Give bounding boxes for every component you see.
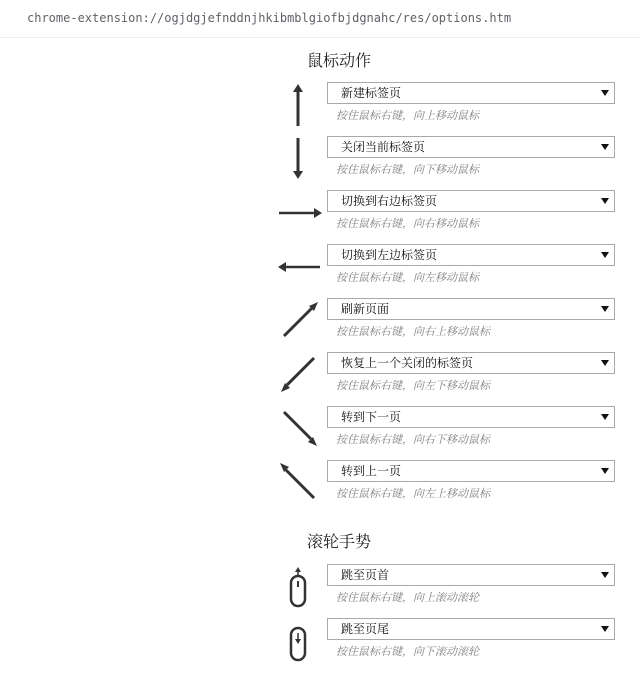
gesture-hint: 按住鼠标右键，向右上移动鼠标 [336, 325, 490, 338]
select-value: 新建标签页 [341, 86, 402, 100]
gesture-row-down-left [0, 352, 640, 406]
select-value: 关闭当前标签页 [341, 140, 426, 154]
gesture-action-select[interactable] [327, 190, 615, 212]
mouse-scroll-down-icon [274, 618, 326, 670]
wheel-action-select[interactable] [327, 618, 615, 640]
chevron-down-icon [601, 572, 609, 578]
gesture-hint: 按住鼠标右键，向右移动鼠标 [336, 217, 479, 230]
chevron-down-icon [601, 414, 609, 420]
chevron-down-icon [601, 144, 609, 150]
chevron-down-icon [601, 468, 609, 474]
gesture-hint: 按住鼠标右键，向上滚动滚轮 [336, 591, 479, 604]
select-value: 刷新页面 [341, 302, 390, 316]
mouse-scroll-up-icon [274, 564, 326, 616]
gesture-row-left [0, 244, 640, 298]
arrow-down-icon [274, 136, 326, 188]
select-value: 跳至页尾 [341, 622, 390, 636]
arrow-up-right-icon [274, 298, 326, 350]
arrow-down-right-icon [274, 406, 326, 458]
select-value: 转到上一页 [341, 464, 402, 478]
mouse-actions-title: 鼠标动作 [307, 51, 372, 70]
select-value: 切换到右边标签页 [341, 194, 438, 208]
gesture-action-select[interactable] [327, 82, 615, 104]
select-value: 转到下一页 [341, 410, 402, 424]
wheel-row-up [0, 564, 640, 618]
gesture-action-select[interactable] [327, 136, 615, 158]
gesture-hint: 按住鼠标右键，向右下移动鼠标 [336, 433, 490, 446]
gesture-hint: 按住鼠标右键，向左上移动鼠标 [336, 487, 490, 500]
wheel-action-select[interactable] [327, 564, 615, 586]
arrow-up-left-icon [274, 460, 326, 512]
gesture-row-up [0, 82, 640, 136]
url-text[interactable]: chrome-extension://ogjdgjefnddnjhkibmblgiofbjdgnahc/res/options.htm [27, 11, 512, 25]
chevron-down-icon [601, 626, 609, 632]
gesture-action-select[interactable] [327, 244, 615, 266]
wheel-gestures-title: 滚轮手势 [307, 532, 372, 551]
chevron-down-icon [601, 90, 609, 96]
gesture-hint: 按住鼠标右键，向左下移动鼠标 [336, 379, 490, 392]
gesture-row-up-right [0, 298, 640, 352]
gesture-hint: 按住鼠标右键，向左移动鼠标 [336, 271, 479, 284]
wheel-row-down [0, 618, 640, 672]
gesture-row-right [0, 190, 640, 244]
gesture-row-down [0, 136, 640, 190]
chevron-down-icon [601, 306, 609, 312]
gesture-row-down-right [0, 406, 640, 460]
gesture-action-select[interactable] [327, 298, 615, 320]
select-value: 跳至页首 [341, 568, 390, 582]
gesture-action-select[interactable] [327, 352, 615, 374]
gesture-action-select[interactable] [327, 460, 615, 482]
gesture-hint: 按住鼠标右键，向下滚动滚轮 [336, 645, 479, 658]
gesture-action-select[interactable] [327, 406, 615, 428]
select-value: 切换到左边标签页 [341, 248, 438, 262]
gesture-hint: 按住鼠标右键，向上移动鼠标 [336, 109, 479, 122]
gesture-hint: 按住鼠标右键，向下移动鼠标 [336, 163, 479, 176]
address-bar[interactable] [0, 0, 640, 38]
arrow-right-icon [274, 190, 326, 242]
arrow-down-left-icon [274, 352, 326, 404]
arrow-left-icon [274, 244, 326, 296]
chevron-down-icon [601, 360, 609, 366]
gesture-row-up-left [0, 460, 640, 514]
chevron-down-icon [601, 198, 609, 204]
arrow-up-icon [274, 82, 326, 134]
chevron-down-icon [601, 252, 609, 258]
select-value: 恢复上一个关闭的标签页 [341, 356, 474, 370]
